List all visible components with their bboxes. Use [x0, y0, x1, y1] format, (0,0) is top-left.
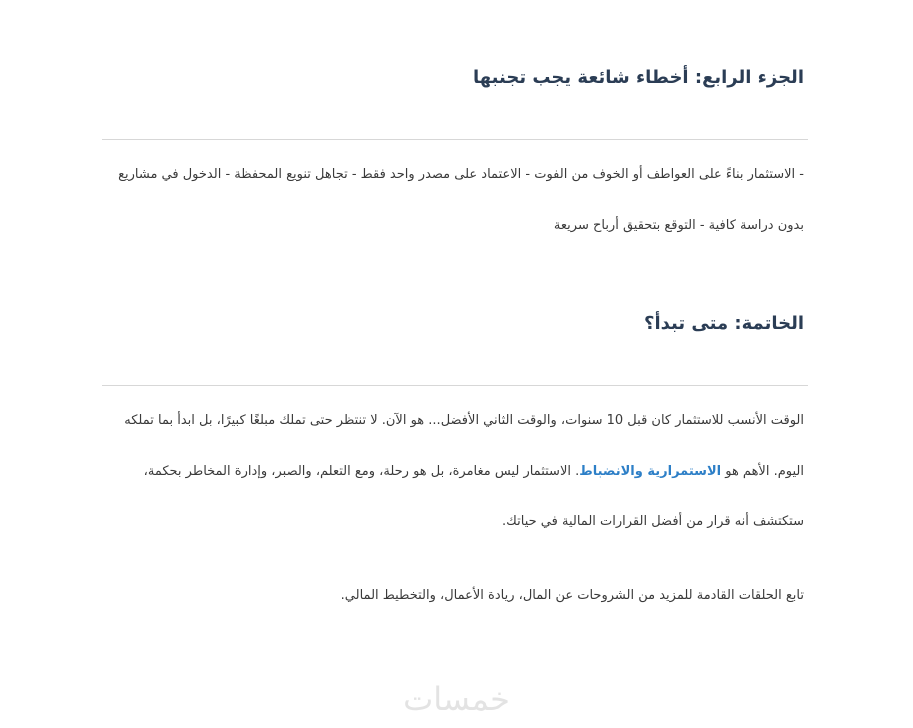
khamsat-watermark-logo: خمسات — [403, 680, 510, 718]
conclusion-text-line: ستكتشف أنه قرار من أفضل القرارات المالية في حياتك. — [502, 514, 804, 529]
follow-up-text: تابع الحلقات القادمة للمزيد من الشروحات عن المال، ريادة الأعمال، والتخطيط المالي. — [340, 588, 804, 603]
conclusion-text-line: الوقت الأنسب للاستثمار كان قبل 10 سنوات، والوقت الثاني الأفضل... هو الآن. لا تنتظر حتى تملك مبلغًا كبيرًا، بل ابدأ بما تملكه — [124, 413, 804, 428]
conclusion-text-line — [144, 464, 804, 479]
section-divider — [102, 139, 808, 140]
mistakes-text-line: بدون دراسة كافية - التوقع بتحقيق أرباح سريعة — [553, 218, 804, 233]
conclusion-text-part: . الاستثمار ليس مغامرة، بل هو رحلة، ومع التعلم، والصبر، وإدارة المخاطر بحكمة، — [143, 464, 580, 479]
section-divider — [102, 385, 808, 386]
mistakes-text-line: - الاستثمار بناءً على العواطف أو الخوف من الفوت - الاعتماد على مصدر واحد فقط - تجاهل تنويع المحفظة - الدخول في مشاريع — [118, 167, 804, 182]
conclusion-text-part: اليوم. الأهم هو — [721, 464, 804, 479]
section-title-conclusion: الخاتمة: متى تبدأ؟ — [644, 313, 804, 334]
highlight-consistency-discipline: الاستمرارية والانضباط — [579, 464, 722, 479]
section-title-common-mistakes: الجزء الرابع: أخطاء شائعة يجب تجنبها — [473, 67, 804, 88]
